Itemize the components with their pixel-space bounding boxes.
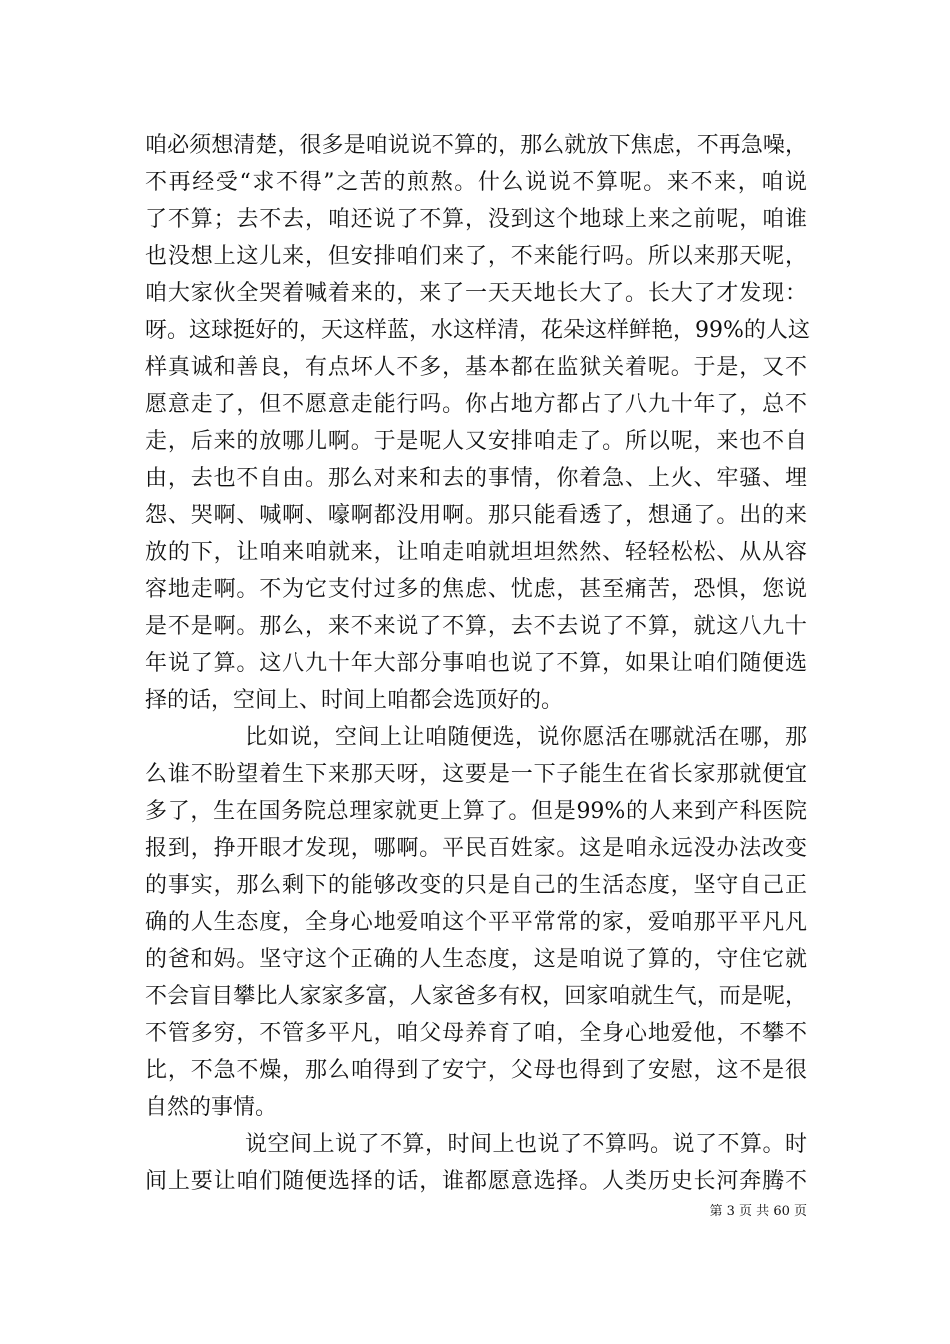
text-line: 也没想上这儿来，但安排咱们来了，不来能行吗。所以来那天呢， [145, 244, 807, 269]
text-line: 多了，生在国务院总理家就更上算了。但是99%的人来到产科医院 [145, 799, 807, 824]
text-line: 了不算；去不去，咱还说了不算，没到这个地球上来之前呢，咱谁 [145, 207, 807, 232]
text-line: 自然的事情。 [145, 1095, 278, 1120]
text-line: 么谁不盼望着生下来那天呀，这要是一下子能生在省长家那就便宜 [145, 762, 807, 787]
text-line: 的爸和妈。坚守这个正确的人生态度，这是咱说了算的，守住它就 [145, 947, 807, 972]
text-line: 怨、哭啊、喊啊、嚎啊都没用啊。那只能看透了，想通了。出的来 [145, 503, 807, 528]
text-line: 呀。这球挺好的，天这样蓝，水这样清，花朵这样鲜艳，99%的人这 [145, 318, 810, 343]
text-line: 年说了算。这八九十年大部分事咱也说了不算，如果让咱们随便选 [145, 651, 807, 676]
text-line: 的事实，那么剩下的能够改变的只是自己的生活态度，坚守自己正 [145, 873, 807, 898]
text-line: 不管多穷，不管多平凡，咱父母养育了咱，全身心地爱他，不攀不 [145, 1021, 807, 1046]
text-line: 择的话，空间上、时间上咱都会选顶好的。 [145, 688, 564, 713]
text-line: 是不是啊。那么，来不来说了不算，去不去说了不算，就这八九十 [145, 614, 807, 639]
text-line: 报到，挣开眼才发现，哪啊。平民百姓家。这是咱永远没办法改变 [145, 836, 807, 861]
text-line: 由，去也不自由。那么对来和去的事情，你着急、上火、牢骚、埋 [145, 466, 807, 491]
text-line: 样真诚和善良，有点坏人不多，基本都在监狱关着呢。于是，又不 [145, 355, 807, 380]
text-line: 放的下，让咱来咱就来，让咱走咱就坦坦然然、轻轻松松、从从容 [145, 540, 807, 565]
text-line: 说空间上说了不算，时间上也说了不算吗。说了不算。时 [245, 1132, 807, 1157]
text-line: 咱必须想清楚，很多是咱说说不算的，那么就放下焦虑，不再急噪， [145, 133, 807, 158]
text-line: 不再经受“求不得”之苦的煎熬。什么说说不算呢。来不来，咱说 [145, 170, 807, 195]
page-number-footer: 第 3 页 共 60 页 [709, 1204, 807, 1219]
text-line: 比，不急不燥，那么咱得到了安宁，父母也得到了安慰，这不是很 [145, 1058, 807, 1083]
text-line: 走，后来的放哪儿啊。于是呢人又安排咱走了。所以呢，来也不自 [145, 429, 807, 454]
text-line: 不会盲目攀比人家家多富，人家爸多有权，回家咱就生气，而是呢， [145, 984, 807, 1009]
text-line: 间上要让咱们随便选择的话，谁都愿意选择。人类历史长河奔腾不 [145, 1169, 807, 1194]
text-line: 确的人生态度，全身心地爱咱这个平平常常的家，爱咱那平平凡凡 [145, 910, 807, 935]
text-line: 愿意走了，但不愿意走能行吗。你占地方都占了八九十年了，总不 [145, 392, 807, 417]
text-line: 容地走啊。不为它支付过多的焦虑、忧虑，甚至痛苦，恐惧，您说 [145, 577, 807, 602]
text-line: 咱大家伙全哭着喊着来的，来了一天天地长大了。长大了才发现： [145, 281, 807, 306]
text-line: 比如说，空间上让咱随便选，说你愿活在哪就活在哪，那 [245, 725, 807, 750]
